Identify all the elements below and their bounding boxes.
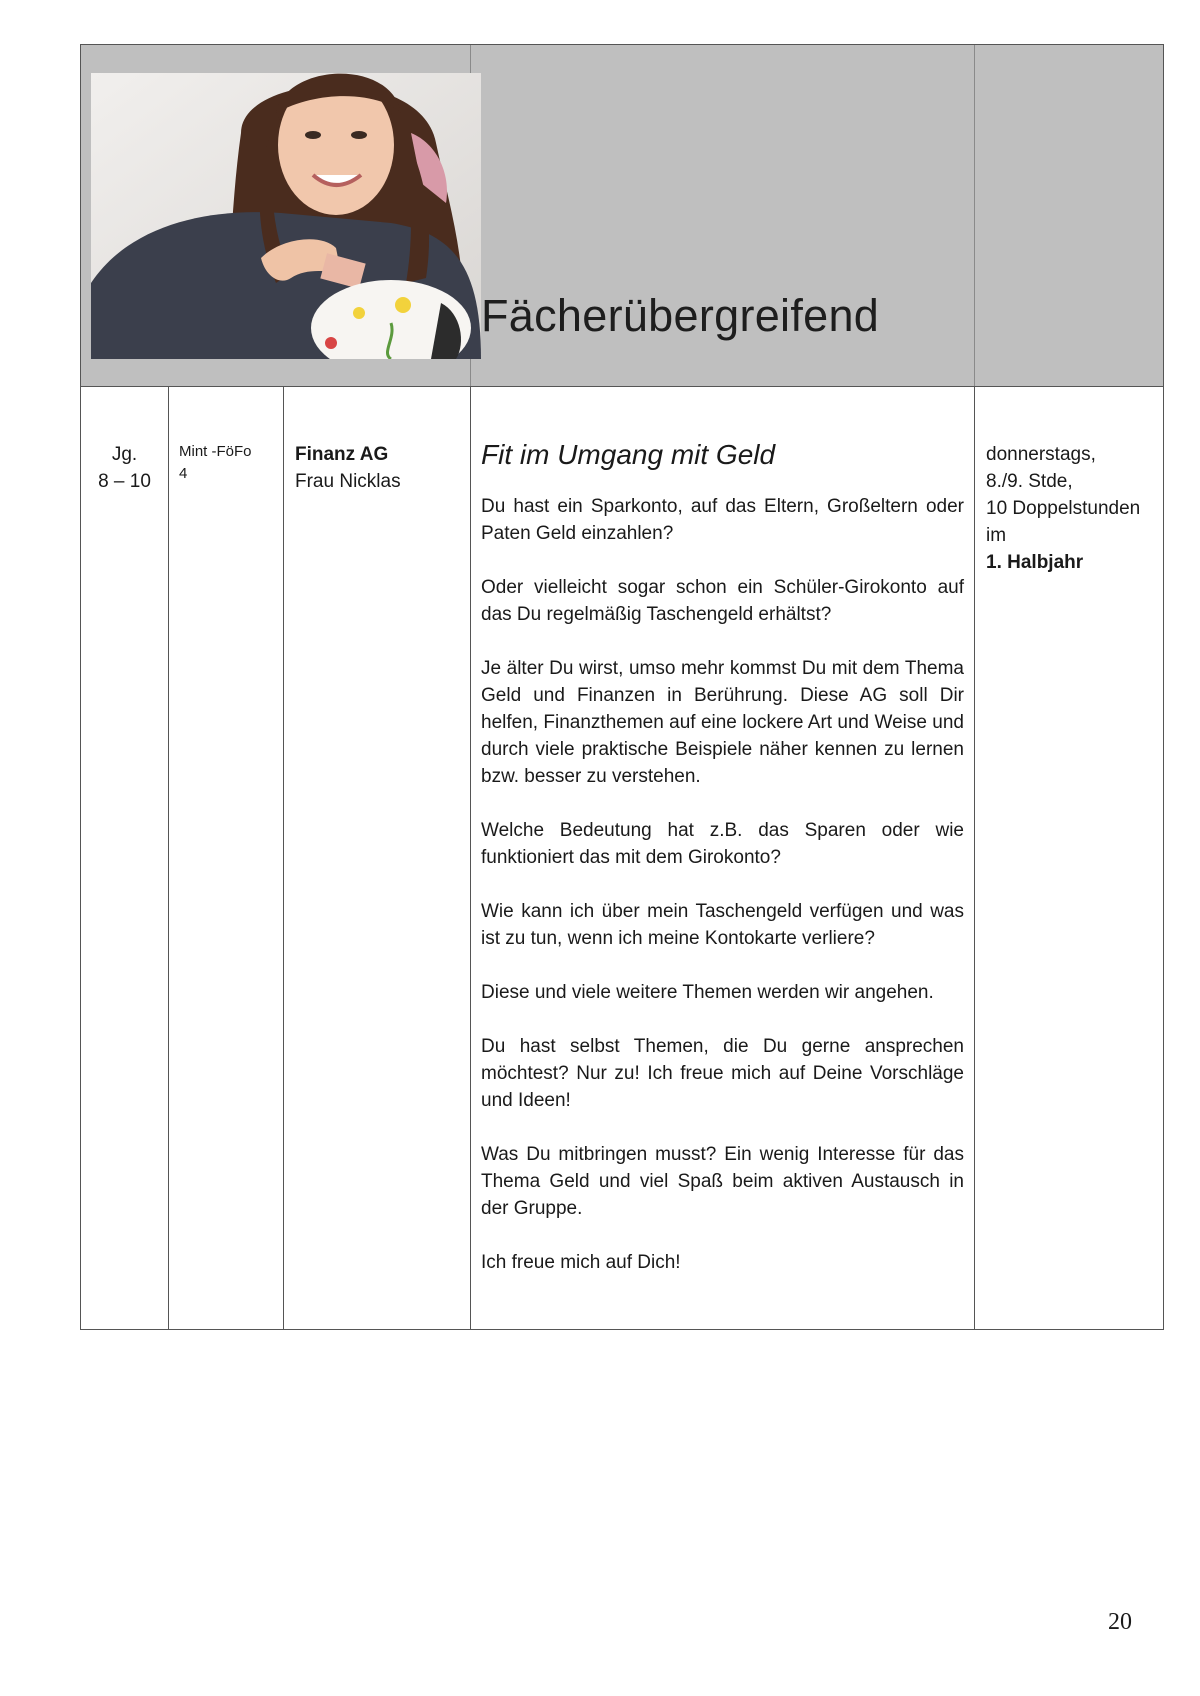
description-cell — [470, 387, 974, 1329]
header-image-cell — [81, 45, 470, 386]
teacher-name: Frau Nicklas — [295, 471, 401, 492]
header-empty-cell — [974, 45, 1163, 386]
page-number: 20 — [1108, 1609, 1132, 1635]
description-paragraph: Oder vielleicht sogar schon ein Schüler-Girokonto auf das Du regelmäßig Taschengeld erhältst? — [481, 577, 964, 625]
program-number: 4 — [179, 465, 188, 482]
grade-label: Jg. — [111, 444, 138, 465]
description-paragraph: Diese und viele weitere Themen werden wir angehen. — [481, 982, 934, 1003]
ag-cell — [283, 387, 470, 1329]
grade-range: 8 – 10 — [98, 471, 151, 492]
description-paragraph: Du hast selbst Themen, die Du gerne ansprechen möchtest? Nur zu! Ich freue mich auf Deine Vorschläge und Ideen! — [481, 1036, 964, 1111]
description-paragraph: Ich freue mich auf Dich! — [481, 1252, 681, 1273]
schedule-term: 1. Halbjahr — [986, 552, 1084, 573]
girl-with-piggy-bank-photo — [91, 73, 481, 359]
description-paragraph: Je älter Du wirst, umso mehr kommst Du mit dem Thema Geld und Finanzen in Berührung. Diese AG soll Dir helfen, Finanzthemen auf eine lockere Art und Weise und durch viele praktische Beispiele näher kennen zu lernen bzw. besser zu verstehen. — [481, 658, 964, 787]
description-paragraph: Wie kann ich über mein Taschengeld verfügen und was ist zu tun, wenn ich meine Kontokarte verliere? — [481, 901, 964, 949]
program-label: Mint -FöFo — [179, 443, 252, 460]
course-row — [81, 387, 1163, 1329]
description-paragraph: Was Du mitbringen musst? Ein wenig Interesse für das Thema Geld und viel Spaß beim aktiven Austausch in der Gruppe. — [481, 1144, 964, 1219]
description-title: Fit im Umgang mit Geld — [481, 439, 776, 470]
schedule-count: 10 Doppelstunden — [986, 498, 1141, 519]
program-cell — [168, 387, 283, 1329]
schedule-cell — [974, 387, 1163, 1329]
description-paragraph: Welche Bedeutung hat z.B. das Sparen oder wie funktioniert das mit dem Girokonto? — [481, 820, 964, 868]
description-paragraph: Du hast ein Sparkonto, auf das Eltern, Großeltern oder Paten Geld einzahlen? — [481, 496, 964, 544]
ag-name: Finanz AG — [295, 444, 389, 465]
schedule-prep: im — [986, 525, 1007, 546]
header-title-cell — [470, 45, 974, 386]
schedule-period: 8./9. Stde, — [986, 471, 1073, 492]
section-title: Fächerübergreifend — [481, 290, 880, 341]
grade-cell — [81, 387, 168, 1329]
schedule-day: donnerstags, — [986, 444, 1096, 465]
header-row — [81, 45, 1163, 387]
course-table — [80, 44, 1164, 1330]
